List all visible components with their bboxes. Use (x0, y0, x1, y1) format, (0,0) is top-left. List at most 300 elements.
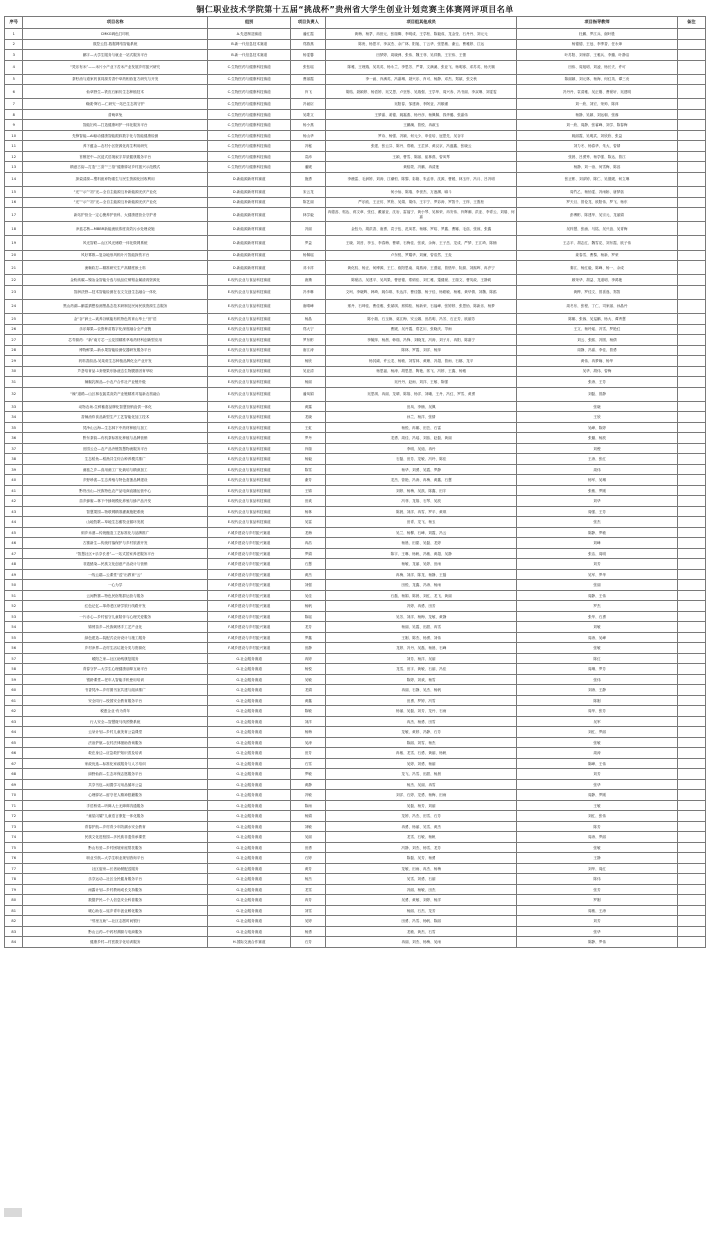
cell-notes (677, 401, 705, 412)
table-row (5, 559, 706, 570)
cell-notes (677, 527, 705, 538)
cell-members: 文珂、李晓辉、韩琦、姚尔琪、朱达洋、曹佳馨、杨子佳、杨聪敏、杨雅、黄华倩、刘魏、陈鸥 (326, 285, 517, 299)
cell-group: H.国际交流合作赛道 (207, 937, 291, 948)
cell-notes (677, 162, 705, 173)
cell-no: 72 (5, 811, 23, 822)
cell-advisors: 张芳 (517, 884, 678, 895)
cell-lead: 杨林 (291, 506, 326, 517)
cell-no: 42 (5, 496, 23, 507)
cell-advisors: 陈伟 (517, 874, 678, 885)
cell-project-name: CMKG调色打印机 (23, 29, 207, 40)
table-row (5, 250, 706, 261)
cell-group: G.社会服务赛道 (207, 926, 291, 937)
cell-lead: 田芳 (291, 748, 326, 759)
cell-advisors: 刘峰 (517, 538, 678, 549)
table-row (5, 937, 706, 948)
cell-members: 龙杰、曾艳、冯涛、冉梅、黄鑫、石慧 (326, 475, 517, 486)
table-row (5, 74, 706, 85)
cell-no: 60 (5, 685, 23, 696)
cell-notes (677, 74, 705, 85)
cell-no: 35 (5, 422, 23, 433)
cell-project-name: 锦绣苗乡—民族刺绣手工艺产业化 (23, 622, 207, 633)
cell-notes (677, 632, 705, 643)
cell-group: E.现代农业与食品科技赛道 (207, 387, 291, 401)
cell-lead: 吴涛 (291, 737, 326, 748)
cell-advisors: 刘华 (517, 496, 678, 507)
table-row (5, 727, 706, 738)
cell-group: E.现代农业与食品科技赛道 (207, 300, 291, 314)
table-row (5, 120, 706, 131)
cell-project-name: 暖阳之家—社区助残康复服务 (23, 653, 207, 664)
cell-advisors: 刘芳 (517, 916, 678, 927)
cell-notes (677, 737, 705, 748)
table-row (5, 706, 706, 717)
cell-notes (677, 769, 705, 780)
cell-project-name: 乡村净界—农村生活垃圾分类与资源化 (23, 643, 207, 654)
cell-no: 8 (5, 109, 23, 120)
cell-members: 刘芳、杨洋、吴丽 (326, 653, 517, 664)
cell-project-name: 手语桥梁—听障人士无障碍沟通服务 (23, 800, 207, 811)
cell-group: E.现代农业与食品科技赛道 (207, 464, 291, 475)
cell-members: 卢东悦、罗耀华、刘廉、曾浩然、王炎 (326, 250, 517, 261)
cell-advisors: 张华 (517, 779, 678, 790)
cell-notes (677, 475, 705, 486)
cell-no: 52 (5, 601, 23, 612)
cell-group: F.城乡建设与乡村振兴赛道 (207, 590, 291, 601)
cell-group: G.社会服务赛道 (207, 769, 291, 780)
cell-project-name: 非遗蜡染—民族文化创意产品设计与营销 (23, 559, 207, 570)
cell-group: F.城乡建设与乡村振兴赛道 (207, 611, 291, 622)
cell-notes (677, 832, 705, 843)
cell-notes (677, 758, 705, 769)
cell-lead: 张钰瑶 (291, 60, 326, 74)
cell-no: 76 (5, 853, 23, 864)
cell-group: E.现代农业与食品科技赛道 (207, 314, 291, 325)
cell-lead: 黄鑫 (291, 695, 326, 706)
cell-project-name: 净蓝芯核—MBBR新能流低浓度高效污水处理设施 (23, 222, 207, 236)
cell-group: C.生物医药与健康科技赛道 (207, 60, 291, 74)
col-header-advisors: 项目指导教师 (517, 17, 678, 29)
cell-advisors: 周华、张芳 (517, 706, 678, 717)
cell-members: 张建、张云芬、陈丹、郑敏、王芷萍、黄汉京、冯盛鑫、张晓云 (326, 141, 517, 152)
cell-advisors: 刘红、罗丽 (517, 727, 678, 738)
cell-members: 吴丹丹、赵雨、刘洋、王敏、陈强 (326, 377, 517, 388)
cell-no: 74 (5, 832, 23, 843)
cell-members: 龙敏、田雨、冉杰、杨梅 (326, 863, 517, 874)
cell-lead: 龙娟 (291, 685, 326, 696)
table-row (5, 685, 706, 696)
cell-project-name: “童星闪耀”儿童语言康复一体化服务 (23, 811, 207, 822)
cell-notes (677, 60, 705, 74)
cell-lead: 冯孝琳 (291, 285, 326, 299)
table-header-row (5, 17, 706, 29)
table-row (5, 895, 706, 906)
table-row (5, 454, 706, 465)
cell-advisors: 张华 (517, 926, 678, 937)
cell-advisors: 王志平、胡志红、魏雪花、刘东霞、欧子伟 (517, 236, 678, 250)
cell-lead: 唐江涛 (291, 345, 326, 356)
cell-lead: 罗益 (291, 236, 326, 250)
cell-project-name: 黔山云药—中药材溯源与电商服务 (23, 926, 207, 937)
cell-notes (677, 109, 705, 120)
cell-lead: 龙晓 (291, 412, 326, 423)
cell-group: C.生物医药与健康科技赛道 (207, 141, 291, 152)
cell-project-name: 流畅软打—精准研究生产高精度嵌土料 (23, 261, 207, 275)
cell-lead: 田欢 (291, 496, 326, 507)
cell-notes (677, 842, 705, 853)
cell-lead: 龙雪 (291, 884, 326, 895)
cell-group: G.社会服务赛道 (207, 685, 291, 696)
cell-notes (677, 664, 705, 675)
cell-no: 68 (5, 769, 23, 780)
table-row (5, 622, 706, 633)
table-row (5, 208, 706, 222)
cell-group: D.新能源新材料赛道 (207, 250, 291, 261)
table-row (5, 464, 706, 475)
cell-members: 杨思福、杨涛、胡思思、陶艳、郭飞、冯婷、王鑫、杨雅 (326, 366, 517, 377)
cell-notes (677, 275, 705, 286)
cell-notes (677, 727, 705, 738)
cell-project-name: 茶籽油与道家药食同源芳香中草药相协复方研究与开发 (23, 74, 207, 85)
cell-project-name: “梵乐有米”——米片小产业下苦米产业发展乡村振兴研究 (23, 60, 207, 74)
cell-notes (677, 324, 705, 335)
cell-project-name: 辣椒乳制品—小农户合作社产业链升级 (23, 377, 207, 388)
table-row (5, 790, 706, 801)
cell-project-name: 青春护航—乡村青少年防溺水安全教育 (23, 821, 207, 832)
cell-members: 胡榕、聂颖婷、杨语婷、吴艾思、卢坚彤、吴瑞强、王学华、周兴寿、冯书丽、李双琳、刘雯雯 (326, 85, 517, 99)
cell-no: 10 (5, 130, 23, 141)
table-row (5, 475, 706, 486)
cell-advisors: 周涛 (517, 748, 678, 759)
cell-lead: 田静 (291, 643, 326, 654)
cell-lead: 黄露 (291, 401, 326, 412)
cell-project-name: 药料香韵品-吴茱萸生态种植品牌化全产业开发 (23, 356, 207, 367)
cell-group: E.现代农业与食品科技赛道 (207, 275, 291, 286)
cell-project-name: 法治护航—农村法律援助咨询服务 (23, 737, 207, 748)
cell-notes (677, 120, 705, 131)
cell-group: G.社会服务赛道 (207, 706, 291, 717)
cell-advisors: 张敏、罗刚 (517, 485, 678, 496)
cell-no: 28 (5, 345, 23, 356)
cell-project-name: 芯苓源药：“新”南方芯一云花园精准萃取药材科创新型应用 (23, 335, 207, 346)
cell-advisors: 刘一欣、周静、张睿峰、刘学、陈春梅 (517, 120, 678, 131)
table-row (5, 485, 706, 496)
cell-lead: 宋云龙 (291, 187, 326, 198)
cell-no: 17 (5, 208, 23, 222)
cell-project-name: 社区厨房—长者助餐配送服务 (23, 863, 207, 874)
cell-notes (677, 141, 705, 152)
cell-lead: 刘敏 (291, 821, 326, 832)
cell-notes (677, 99, 705, 110)
cell-advisors: 姜春雪、曹黎、杨新、罗荣 (517, 250, 678, 261)
cell-lead: 石芳 (291, 937, 326, 948)
cell-no: 4 (5, 60, 23, 74)
cell-project-name: 银龄课堂—老年人智能手机使用培训 (23, 674, 207, 685)
cell-project-name: 博物鲜果—新水果智能检测仪器研发服务平台 (23, 345, 207, 356)
cell-project-name: 共享书包—闲置学习用品循环公益 (23, 779, 207, 790)
cell-members: 刘洋、石婷、龙勇、杨梅、田雨 (326, 790, 517, 801)
table-row (5, 50, 706, 61)
cell-no: 70 (5, 790, 23, 801)
cell-group: E.现代农业与食品科技赛道 (207, 377, 291, 388)
cell-no: 9 (5, 120, 23, 131)
cell-lead: 吴敏 (291, 674, 326, 685)
cell-no: 54 (5, 622, 23, 633)
cell-notes (677, 548, 705, 559)
table-row (5, 222, 706, 236)
col-header-notes: 备注 (677, 17, 705, 29)
cell-no: 57 (5, 653, 23, 664)
cell-project-name: 养下蕴金—农村小区资源化再生利用研究 (23, 141, 207, 152)
cell-advisors: 吴军 (517, 716, 678, 727)
cell-project-name: 普萌草兔 (23, 109, 207, 120)
cell-group: G.社会服务赛道 (207, 800, 291, 811)
cell-advisors: 刘一欣、刘宏、荣帅、陈萍 (517, 99, 678, 110)
cell-members: 李毓萍、杨晨、韩瑞、冯锋、刘晓龙、冯涛、刘子月、冉阳、陈嘉宁 (326, 335, 517, 346)
cell-notes (677, 853, 705, 864)
cell-project-name: 救在身边—应急救护知识普及培训 (23, 748, 207, 759)
cell-members: 石磊、田芳、龙敏、冯玲、陈佳 (326, 454, 517, 465)
cell-lead: 杨小燕 (291, 120, 326, 131)
cell-advisors: 陈静、罗敏 (517, 527, 678, 538)
cell-group: D.新能源新材料赛道 (207, 236, 291, 250)
cell-project-name: 绿色建造—装配式农房设计与施工服务 (23, 632, 207, 643)
cell-members: 刘婷、杨梅、吴凯、陈鑫、田宇 (326, 485, 517, 496)
cell-no: 67 (5, 758, 23, 769)
cell-group: G.社会服务赛道 (207, 863, 291, 874)
cell-lead: 冯秘 (291, 141, 326, 152)
cell-no: 16 (5, 197, 23, 208)
cell-members: 龙婷、冯杰、田雪、石芳 (326, 811, 517, 822)
cell-group: E.现代农业与食品科技赛道 (207, 485, 291, 496)
cell-notes (677, 716, 705, 727)
cell-no: 43 (5, 506, 23, 517)
cell-no: 84 (5, 937, 23, 948)
cell-no: 46 (5, 538, 23, 549)
cell-members: 孙兰、杨洋、张倩 (326, 412, 517, 423)
cell-members: 冯菲、龙翔、石琴、吴波 (326, 496, 517, 507)
cell-no: 49 (5, 569, 23, 580)
cell-lead: 杨帆 (291, 601, 326, 612)
cell-notes (677, 50, 705, 61)
cell-project-name: 缘砚·辉石—仁研究一站巴生态的守护 (23, 99, 207, 110)
table-row (5, 548, 706, 559)
table-row (5, 674, 706, 685)
cell-lead: 石慧 (291, 559, 326, 570)
cell-lead: 罗娟 (291, 548, 326, 559)
cell-members: 陈雅、王理瑞、吴英英、杨永兰、李思芳、严菁、文满溪、张亚飞、杨明寒、邓苏英、杨天顺 (326, 60, 517, 74)
cell-no: 77 (5, 863, 23, 874)
cell-lead: 罗敏 (291, 769, 326, 780)
cell-project-name: “智慧社区+乐享长者”—一站式居家养老服务平台 (23, 548, 207, 559)
cell-advisors: 张敏 (517, 842, 678, 853)
cell-notes (677, 695, 705, 706)
cell-no: 18 (5, 222, 23, 236)
cell-members: 严乐欧、王正仿、罗欣、吴娟、胡伟、王宇宁、罗彩涛、罗智千、王梓、王胜松 (326, 197, 517, 208)
cell-no: 29 (5, 356, 23, 367)
cell-notes (677, 485, 705, 496)
cell-lead: 陈雨 (291, 800, 326, 811)
cell-notes (677, 517, 705, 528)
table-body (5, 29, 706, 948)
cell-project-name: 行人安全—智慧斑马线预警系统 (23, 716, 207, 727)
cell-group: F.城乡建设与乡村振兴赛道 (207, 569, 291, 580)
cell-advisors: 杨静、吴颖、刘运朝、张蓉 (517, 109, 678, 120)
cell-project-name: 乐乐莓果—农资种苗数字化深度融合全产业链 (23, 324, 207, 335)
cell-project-name: 田园云仓—农产品冷链智慧物流服务平台 (23, 443, 207, 454)
cell-advisors: 顾荣华、胡益、龙道明、李鸿艳 (517, 275, 678, 286)
cell-group: D.新能源新材料赛道 (207, 172, 291, 186)
cell-members: 王刚、陈杰、杨勇、刘伟 (326, 632, 517, 643)
table-row (5, 811, 706, 822)
cell-members: 田勇、罗婷、冯雪 (326, 695, 517, 706)
cell-members: 陈磊、吴芳、杨勇 (326, 853, 517, 864)
table-row (5, 109, 706, 120)
table-row (5, 197, 706, 208)
cell-group: G.社会服务赛道 (207, 727, 291, 738)
cell-group: G.社会服务赛道 (207, 737, 291, 748)
cell-advisors: 刘涛、王静 (517, 685, 678, 696)
table-row (5, 443, 706, 454)
cell-lead: 杨梅 (291, 727, 326, 738)
cell-notes (677, 926, 705, 937)
cell-members: 冉敏、龙雪、石勇、黄丽、杨帆 (326, 748, 517, 759)
cell-lead: 冉婷 (291, 653, 326, 664)
cell-project-name: 职业引航—大学生职业规划咨询平台 (23, 853, 207, 864)
cell-group: G.社会服务赛道 (207, 779, 291, 790)
cell-no: 79 (5, 884, 23, 895)
cell-advisors: 刘敏 (517, 622, 678, 633)
cell-no: 73 (5, 821, 23, 832)
cell-no: 78 (5, 874, 23, 885)
cell-project-name: 雨露计划—乡村教师成长支持服务 (23, 884, 207, 895)
cell-advisors: 刘力冬、杨春华、朱大、曾婧 (517, 141, 678, 152)
table-row (5, 412, 706, 423)
cell-group: G.社会服务赛道 (207, 884, 291, 895)
cell-group: G.社会服务赛道 (207, 821, 291, 832)
cell-members: 田勇、冯雪、杨帆、陈丽 (326, 916, 517, 927)
cell-project-name: 黔东茶韵—有机茶标准化种植与品牌营销 (23, 433, 207, 444)
cell-lead: 石雪 (291, 758, 326, 769)
cell-advisors: 张杰 (517, 517, 678, 528)
cell-project-name: 暖心助农—返乡青年创业孵化服务 (23, 905, 207, 916)
cell-group: C.生物医药与健康科技赛道 (207, 99, 291, 110)
cell-group: C.生物医药与健康科技赛道 (207, 120, 291, 131)
cell-group: C.生物医药与健康科技赛道 (207, 130, 291, 141)
cell-lead: 谢芳 (291, 475, 326, 486)
cell-advisors: 陈娜、张蓉、吴巡鹏、杨大、谭秀慧 (517, 314, 678, 325)
cell-advisors: 周伟 (517, 464, 678, 475)
cell-advisors: 罗刚 (517, 895, 678, 906)
table-row (5, 769, 706, 780)
cell-notes (677, 454, 705, 465)
cell-notes (677, 172, 705, 186)
cell-group: E.现代农业与食品科技赛道 (207, 285, 291, 299)
cell-advisors: 周强、王芳 (517, 506, 678, 517)
cell-no: 59 (5, 674, 23, 685)
cell-no: 71 (5, 800, 23, 811)
table-row (5, 130, 706, 141)
cell-lead: 邓卡祥 (291, 261, 326, 275)
cell-lead: 唐晴峰 (291, 300, 326, 314)
cell-advisors: 王涛、张红 (517, 454, 678, 465)
cell-advisors: 陈峰、王伟 (517, 758, 678, 769)
cell-notes (677, 433, 705, 444)
cell-members: 田凤、李楠、吴佩 (326, 401, 517, 412)
cell-lead: 龙芳 (291, 622, 326, 633)
table-row (5, 842, 706, 853)
cell-members: 田悦、龙鑫、冯涛、杨雨 (326, 580, 517, 591)
cell-notes (677, 29, 705, 40)
cell-members: 冉勇、杨丽、吴雪、黄杰 (326, 821, 517, 832)
cell-group: G.社会服务赛道 (207, 748, 291, 759)
cell-lead: 杨毅 (291, 454, 326, 465)
table-row (5, 832, 706, 843)
cell-group: F.城乡建设与乡村振兴赛道 (207, 548, 291, 559)
cell-notes (677, 706, 705, 717)
cell-members: 吴磊、杨芳、刘丽 (326, 800, 517, 811)
cell-members: 杨敏、龙丽、吴婷、田雨 (326, 559, 517, 570)
cell-group: E.现代农业与食品科技赛道 (207, 517, 291, 528)
cell-no: 40 (5, 475, 23, 486)
cell-lead: 肖飞 (291, 85, 326, 99)
cell-group: C.生物医药与健康科技赛道 (207, 85, 291, 99)
cell-lead: 潘红霞 (291, 29, 326, 40)
cell-project-name: 数据护民—个人信息安全科普服务 (23, 895, 207, 906)
cell-advisors: 黄桦、罗佳文、曾喜逸、郑智 (517, 285, 678, 299)
cell-project-name: 红色记忆—革命老区研学旅行线路开发 (23, 601, 207, 612)
table-row (5, 187, 706, 198)
cell-no: 13 (5, 162, 23, 173)
cell-members: 冉丽、石静、吴杰、杨帆 (326, 685, 517, 696)
cell-project-name: 侗乡米酒—传统酿造工艺标准化与品牌推广 (23, 527, 207, 538)
cell-lead: 唐黛 (291, 275, 326, 286)
cell-notes (677, 197, 705, 208)
cell-advisors: 陈静、罗伟 (517, 937, 678, 948)
cell-no: 80 (5, 895, 23, 906)
cell-lead: 黄芳 (291, 863, 326, 874)
cell-no: 69 (5, 779, 23, 790)
cell-notes (677, 314, 705, 325)
table-row (5, 779, 706, 790)
cell-notes (677, 821, 705, 832)
cell-members: 金钰为、胡洪香、唐勇、袁子伍、范凤君、杨娜、罗绍、罗鑫、曹娜、毛蓓、张琼、张鑫 (326, 222, 517, 236)
cell-notes (677, 285, 705, 299)
cell-lead: 罗丹 (291, 433, 326, 444)
cell-members: 田梦婷、周晓洲、张伟、魏王菲、吴祥勤、王宏伟、王蕾 (326, 50, 517, 61)
cell-advisors: 张正彬、刘泽婷、陈仁、吴德媛、何立琳 (517, 172, 678, 186)
cell-advisors: 吴峰、陈婷 (517, 422, 678, 433)
cell-group: C.生物医药与健康科技赛道 (207, 151, 291, 162)
cell-group: G.社会服务赛道 (207, 811, 291, 822)
cell-members: 李明、吴迪、冉丹 (326, 443, 517, 454)
cell-no: 36 (5, 433, 23, 444)
cell-advisors: 秦江、杨红毅、陈峰、杨一、余成 (517, 261, 678, 275)
cell-no: 20 (5, 250, 23, 261)
cell-members: 陈小瑞、石玉焕、莫江梅、安云娜、田浩明、冯芳、石正芳、欧丽芳 (326, 314, 517, 325)
cell-no: 11 (5, 141, 23, 152)
cell-notes (677, 151, 705, 162)
table-row (5, 356, 706, 367)
cell-no: 15 (5, 187, 23, 198)
table-row (5, 275, 706, 286)
cell-notes (677, 300, 705, 314)
cell-notes (677, 863, 705, 874)
cell-project-name: 一片赤心—乡村留守儿童陪伴与心理关爱服务 (23, 611, 207, 622)
table-row (5, 29, 706, 40)
cell-group: G.社会服务赛道 (207, 695, 291, 706)
cell-lead: 王锦 (291, 485, 326, 496)
